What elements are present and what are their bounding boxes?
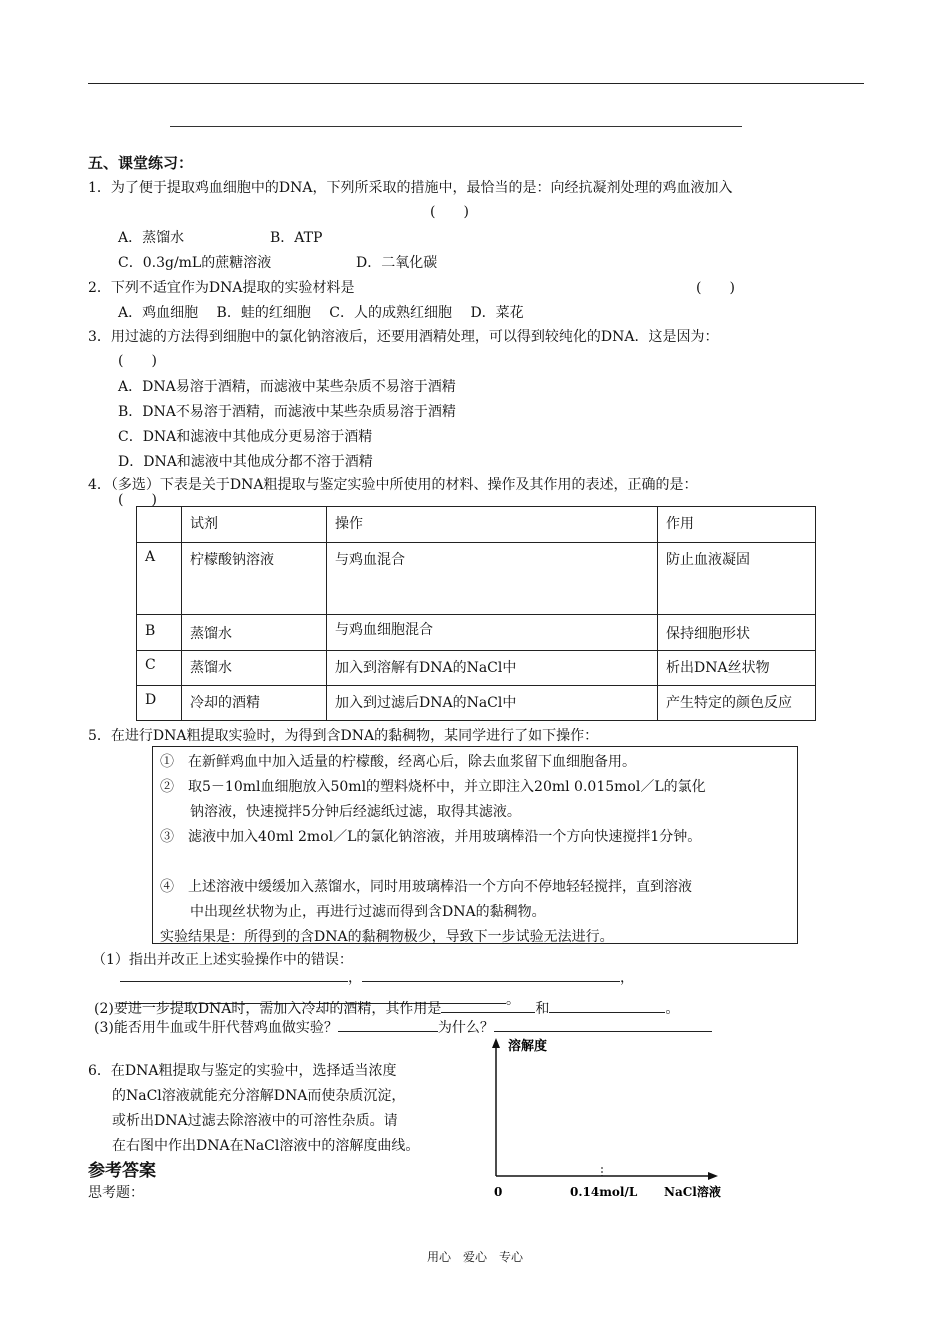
table-cell: B	[137, 615, 182, 651]
think-label: 思考题：	[88, 1185, 144, 1201]
q1-option-b: B．ATP	[270, 230, 323, 246]
comma: ，	[348, 970, 362, 986]
table-row	[137, 543, 816, 615]
q1-option-d: D．二氧化碳	[356, 255, 438, 271]
q5-stem: 5．在进行DNA粗提取实验时，为得到含DNA的黏稠物，某同学进行了如下操作：	[88, 728, 599, 744]
q5-sub1: （1）指出并改正上述实验操作中的错误：	[92, 952, 353, 968]
q3-option-a: A．DNA易溶于酒精，而滤液中某些杂质不易溶于酒精	[118, 379, 456, 395]
procedure-step-3: ③ 滤液中加入40ml 2mol／L的氯化钠溶液，并用玻璃棒沿一个方向快速搅拌1分钟。	[160, 829, 702, 845]
answers-title: 参考答案	[88, 1161, 156, 1181]
q5-sub3-text: (3)能否用牛血或牛肝代替鸡血做实验？	[94, 1020, 338, 1036]
page-footer: 用心 爱心 专心	[426, 1250, 523, 1264]
procedure-step-2: ② 取5－10ml血细胞放入50ml的塑料烧杯中，并立即注入20ml 0.015mol／L的氯化	[160, 779, 706, 795]
q1-paren: ( )	[430, 204, 469, 220]
period: 。	[665, 1001, 680, 1017]
table-cell: 加入到溶解有DNA的NaCl中	[327, 651, 658, 686]
table-cell: 加入到过滤后DNA的NaCl中	[327, 686, 658, 721]
table-cell: 防止血液凝固	[658, 543, 816, 615]
q3-option-c: C．DNA和滤液中其他成分更易溶于酒精	[118, 429, 373, 445]
answer-blank[interactable]	[494, 1017, 712, 1032]
answer-blank[interactable]	[338, 1017, 438, 1032]
q6-line-1: 6．在DNA粗提取与鉴定的实验中，选择适当浓度	[88, 1063, 397, 1079]
table-cell: A	[137, 543, 182, 615]
table-cell: 蒸馏水	[182, 615, 327, 651]
x-axis-arrow	[708, 1172, 718, 1180]
procedure-step-2-cont: 钠溶液，快速搅拌5分钟后经滤纸过滤，取得其滤液。	[190, 804, 521, 820]
table-header-cell	[137, 507, 182, 543]
q1-option-a: A．蒸馏水	[118, 230, 185, 246]
q5-sub2-text: (2)要进一步提取DNA时，需加入冷却的酒精，其作用是	[94, 1001, 442, 1017]
origin-label: 0	[494, 1185, 503, 1199]
q5-sub2	[94, 998, 679, 1018]
y-axis-arrow	[492, 1038, 500, 1048]
table-row	[137, 686, 816, 721]
q6-line-4: 在右图中作出DNA在NaCl溶液中的溶解度曲线。	[112, 1138, 420, 1154]
table-cell: 保持细胞形状	[658, 615, 816, 651]
table-cell: C	[137, 651, 182, 686]
answer-blank-line	[170, 126, 742, 127]
table-cell: D	[137, 686, 182, 721]
q5-sub1-blanks	[120, 967, 634, 987]
q3-paren: ( )	[118, 353, 157, 369]
q3-stem: 3．用过滤的方法得到细胞中的氯化钠溶液后，还要用酒精处理，可以得到较纯化的DNA．这是因为：	[88, 329, 719, 345]
period: 。	[506, 992, 520, 1008]
table-cell: 冷却的酒精	[182, 686, 327, 721]
table-cell: 析出DNA丝状物	[658, 651, 816, 686]
answer-blank[interactable]	[441, 998, 535, 1013]
q3-option-b: B．DNA不易溶于酒精，而滤液中某些杂质易溶于酒精	[118, 404, 456, 420]
q5-sub3	[94, 1017, 712, 1037]
y-axis-label: 溶解度	[508, 1039, 548, 1054]
table-cell: 与鸡血细胞混合	[327, 615, 658, 651]
table-row	[137, 615, 816, 651]
table-cell: 柠檬酸钠溶液	[182, 543, 327, 615]
q4-paren: ( )	[118, 492, 157, 508]
table-header-cell: 试剂	[182, 507, 327, 543]
answer-blank[interactable]	[549, 998, 665, 1013]
q6-line-2: 的NaCl溶液就能充分溶解DNA而使杂质沉淀，	[112, 1088, 406, 1104]
q1-option-c: C．0.3g/mL的蔗糖溶液	[118, 255, 272, 271]
x-mark-label: 0.14mol/L	[570, 1185, 638, 1199]
solubility-graph[interactable]	[486, 1036, 736, 1202]
q2-options: A．鸡血细胞 B．蛙的红细胞 C．人的成熟红细胞 D．菜花	[118, 305, 524, 321]
experiment-result: 实验结果是：所得到的含DNA的黏稠物极少，导致下一步试验无法进行。	[160, 929, 614, 945]
answer-blank[interactable]	[120, 967, 348, 982]
procedure-step-4: ④ 上述溶液中缓缓加入蒸馏水，同时用玻璃棒沿一个方向不停地轻轻搅拌，直到溶液	[160, 879, 692, 895]
comma: ，	[620, 970, 634, 986]
table-row	[137, 651, 816, 686]
q3-option-d: D．DNA和滤液中其他成分都不溶于酒精	[118, 454, 373, 470]
x-axis-label: NaCl溶液	[664, 1185, 721, 1199]
header-rule	[88, 83, 864, 84]
table-header-row	[137, 507, 816, 543]
table-cell: 蒸馏水	[182, 651, 327, 686]
q6-line-3: 或析出DNA过滤去除溶液中的可溶性杂质。请	[112, 1113, 398, 1129]
section-title: 五、课堂练习：	[88, 154, 194, 172]
reagent-table	[136, 506, 816, 721]
procedure-step-4-cont: 中出现丝状物为止，再进行过滤而得到含DNA的黏稠物。	[190, 904, 546, 920]
q1-stem: 1．为了便于提取鸡血细胞中的DNA，下列所采取的措施中，最恰当的是：向经抗凝剂处理的鸡血液加入	[88, 180, 733, 196]
q2-stem: 2．下列不适宜作为DNA提取的实验材料是	[88, 280, 355, 296]
answer-blank[interactable]	[362, 967, 620, 982]
q5-sub3-why: 为什么？	[437, 1020, 494, 1036]
table-cell: 产生特定的颜色反应	[658, 686, 816, 721]
q4-stem: 4．（多选）下表是关于DNA粗提取与鉴定实验中所使用的材料、操作及其作用的表述，正确的是：	[88, 477, 698, 493]
table-cell: 与鸡血混合	[327, 543, 658, 615]
q5-sub2-and: 和	[535, 1001, 550, 1017]
q2-paren: ( )	[696, 280, 735, 296]
procedure-step-1: ① 在新鲜鸡血中加入适量的柠檬酸，经离心后，除去血浆留下血细胞备用。	[160, 754, 636, 770]
table-header-cell: 操作	[327, 507, 658, 543]
table-header-cell: 作用	[658, 507, 816, 543]
